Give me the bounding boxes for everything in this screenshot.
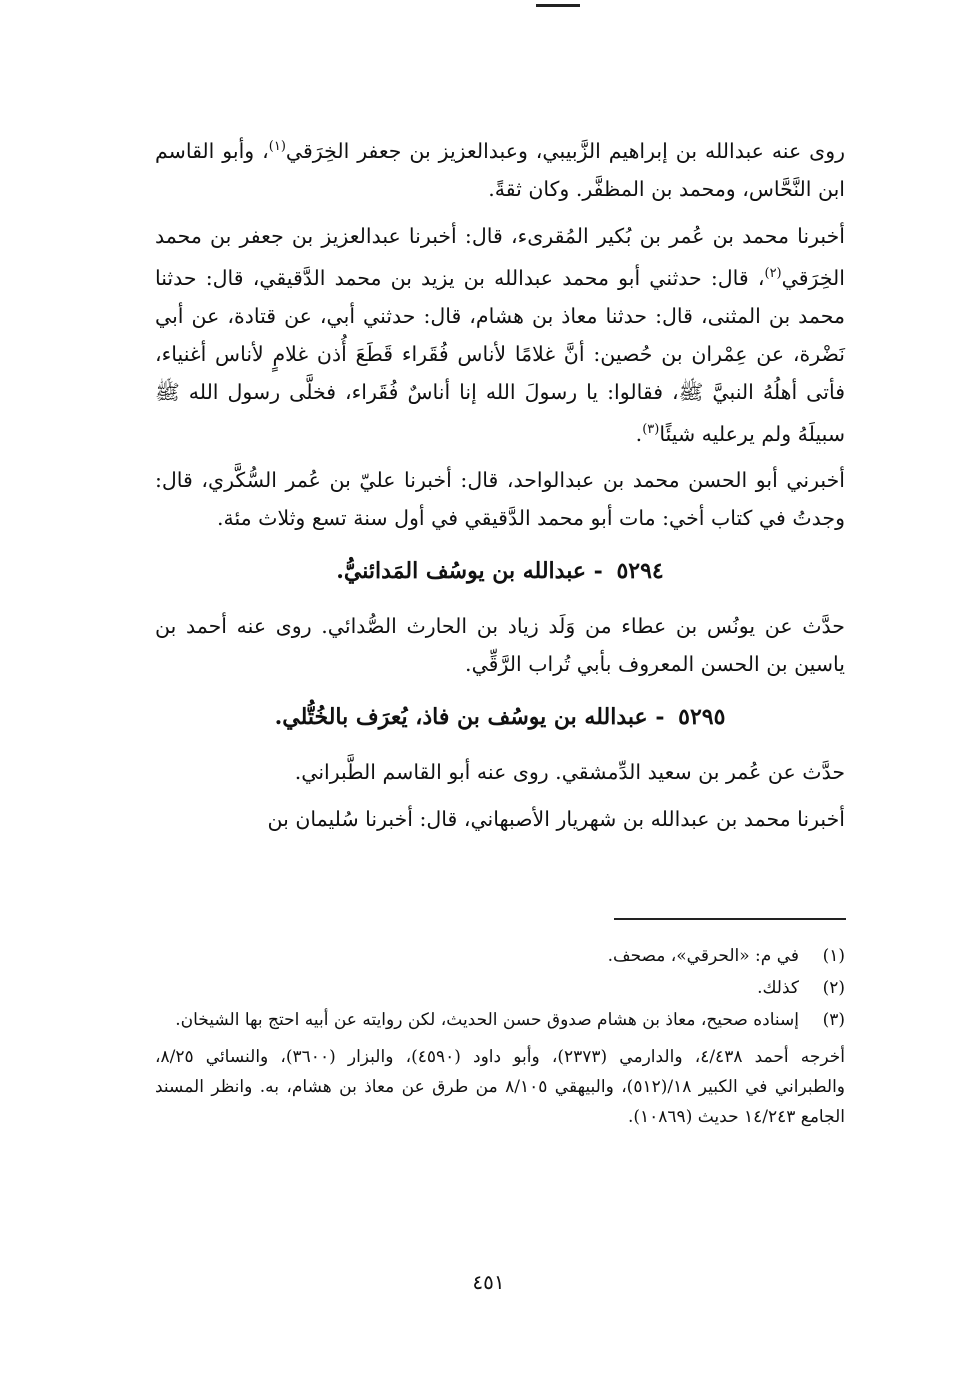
entry-dash: - bbox=[655, 704, 665, 731]
paragraph-entry-5294: حدَّث عن يونُس بن عطاء من وَلَد زياد بن الحارث الصُّدائي. روى عنه أحمد بن ياسين بن الحسن المعروف بأبي تُراب الرَّقِّي. bbox=[155, 614, 845, 677]
footnote-1 bbox=[155, 940, 845, 972]
top-rule bbox=[536, 4, 580, 7]
paragraph-narrators: روى عنه عبدالله بن إبراهيم الزَّبيبي، وعبدالعزيز بن جعفر الخِرَقي$^{(١)}$، وأبو القاسم ابن النَّحَّاس، ومحمد بن المظفَّر. وكان ثقةً. bbox=[155, 138, 846, 201]
entry-dash: - bbox=[593, 558, 603, 585]
footnote-3-continuation: أخرجه أحمد ٤/٤٣٨، والدارمي (٢٣٧٣)، وأبو داود (٤٥٩٠)، والبزار (٣٦٠٠)، والنسائي ٨/٢٥، والطبراني في الكبير ١٨/(٥١٢)، والبيهقي ٨/١٠٥ من طرق عن معاذ بن هشام، به. وانظر المسند الجامع ١٤/٢٤٣ حديث (١٠٨٦٩). bbox=[155, 1047, 846, 1127]
page-number: ٤٥١ bbox=[472, 1270, 505, 1294]
entry-heading-5295 bbox=[155, 697, 845, 737]
paragraph-hadith: أخبرنا محمد بن عُمر بن بُكير المُقرىء، قال: أخبرنا عبدالعزيز بن جعفر بن محمد الخِرَقي$^{(٢)}$، قال: حدثني أبو محمد عبدالله بن يزيد بن محمد الدَّقيقي، قال: حدثنا محمد بن المثنى، قال: حدثنا معاذ بن هشام، قال: حدثني أبي، عن قتادة، عن أبي نَضْرة، عن عِمْران بن حُصين: أنَّ غلامًا لأناس فُقَراء قَطَعَ أُذن غلامٍ لأناس أغنياء، فأتى أهلُهُ النبيَّ ﷺ، فقالوا: يا رسولَ الله إنا أناسٌ فُقَراء، فخلَّى رسول الله ﷺ سبيلَهُ ولم يرعليه شيئًا$^{(٣)}$. bbox=[155, 223, 845, 446]
footnotes bbox=[155, 940, 845, 1132]
footnote-text: في م: «الحرقي»، مصحف. bbox=[607, 946, 799, 966]
footnote-text: كذلك. bbox=[757, 978, 799, 998]
footnote-number: (١) bbox=[822, 946, 845, 966]
footnote-ref-2: (٢) bbox=[764, 265, 782, 281]
footnote-text: إسناده صحيح، معاذ بن هشام صدوق حسن الحديث، لكن روايته عن أبيه احتج بها الشيخان. bbox=[175, 1010, 799, 1030]
footnote-3 bbox=[155, 1004, 845, 1036]
footnote-ref-1: (١) bbox=[268, 139, 286, 154]
footnote-number: (٢) bbox=[822, 978, 845, 998]
paragraph-death: أخبرني أبو الحسن محمد بن عبدالواحد، قال: أخبرنا عليّ بن عُمر السُّكَّري، قال: وجدتُ في كتاب أخي: مات أبو محمد الدَّقيقي في أول سنة تسع وثلاث مئة. bbox=[155, 468, 845, 531]
entry-number: ٥٢٩٥ bbox=[678, 704, 726, 731]
entry-title: عبدالله بن يوسُف المَدائنيُّ. bbox=[336, 558, 586, 585]
main-text bbox=[155, 128, 845, 847]
footnote-number: (٣) bbox=[822, 1010, 845, 1030]
footnote-ref-3: (٣) bbox=[642, 421, 660, 437]
entry-heading-5294 bbox=[155, 551, 845, 591]
entry-number: ٥٢٩٤ bbox=[616, 558, 664, 585]
entry-title: عبدالله بن يوسُف بن فاذ، يُعرَف بالخُتُّلي. bbox=[274, 704, 648, 731]
footnote-2 bbox=[155, 972, 845, 1004]
footnote-rule bbox=[614, 918, 846, 920]
paragraph-isnad: أخبرنا محمد بن عبدالله بن شهريار الأصبهاني، قال: أخبرنا سُليمان بن bbox=[267, 807, 845, 832]
paragraph-entry-5295: حدَّث عن عُمر بن سعيد الدِّمشقي. روى عنه أبو القاسم الطَّبراني. bbox=[294, 760, 845, 785]
